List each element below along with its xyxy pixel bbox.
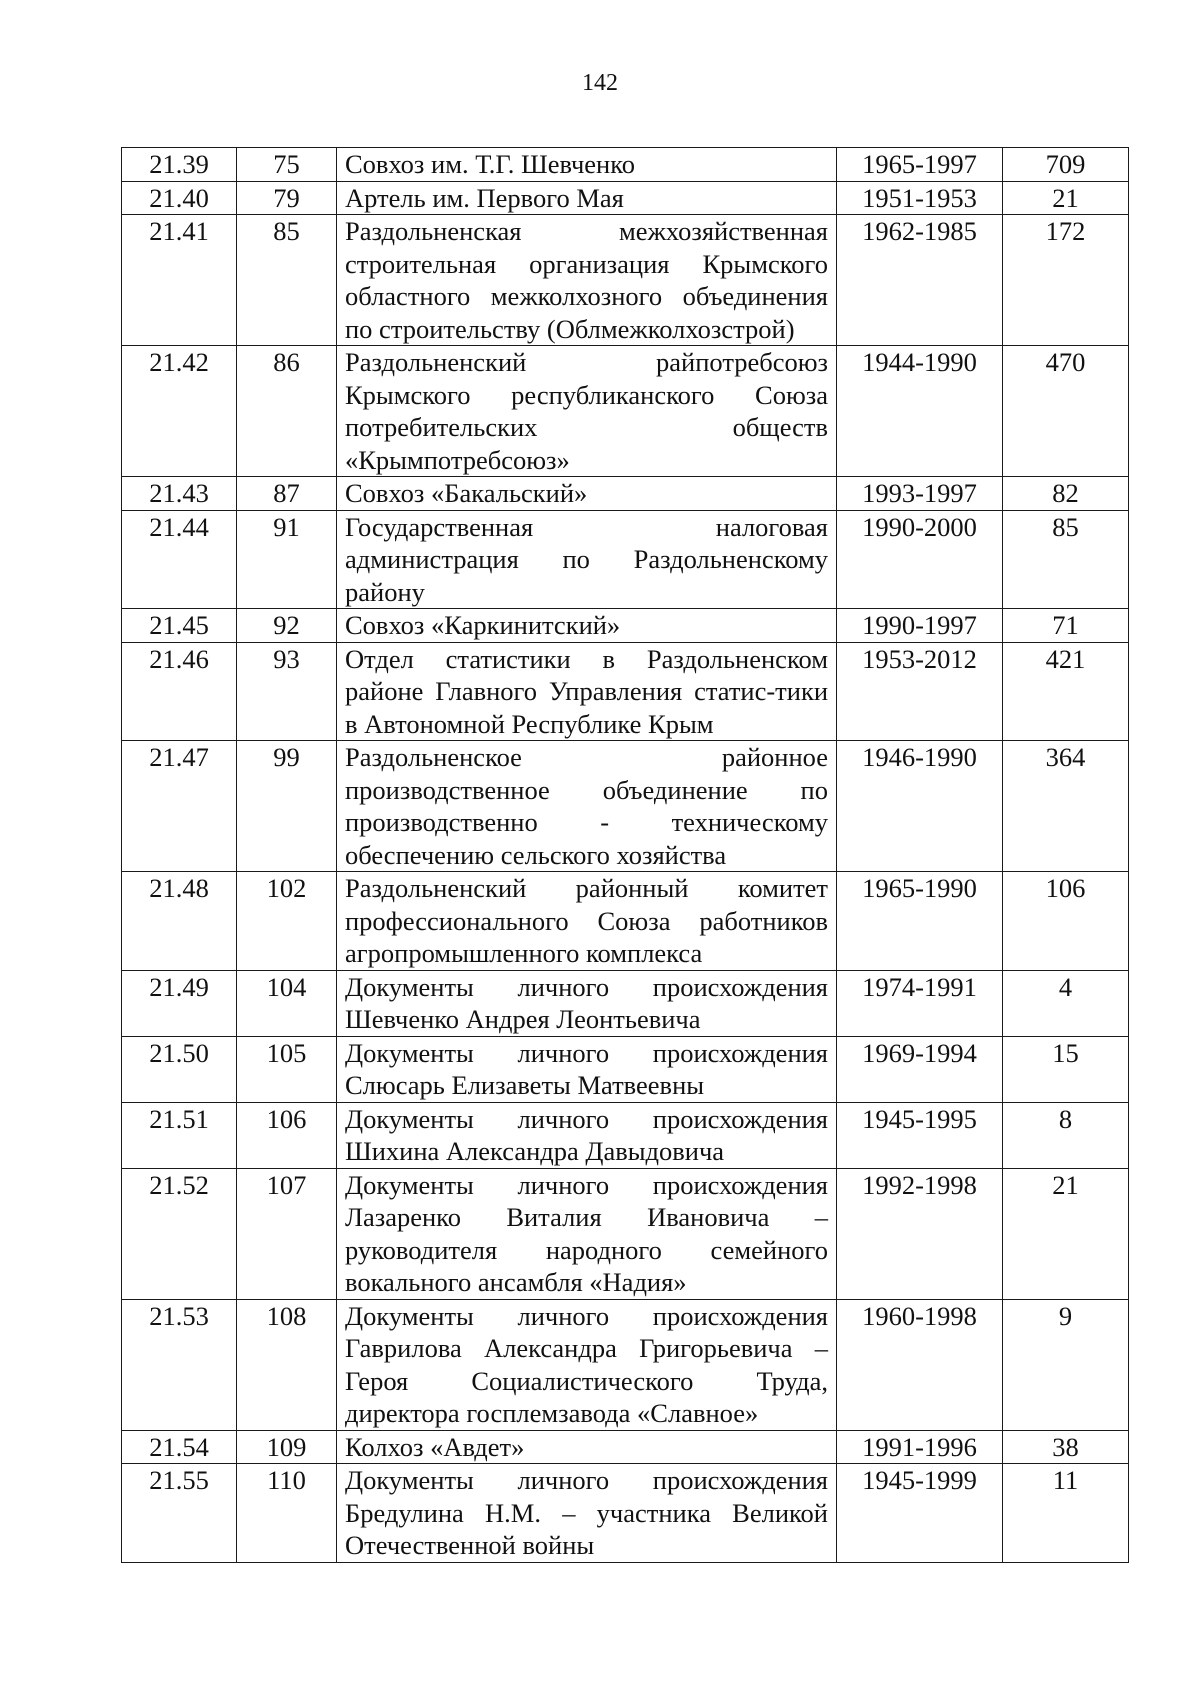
table-row	[122, 1102, 1129, 1168]
fund-name-cell: Совхоз им. Т.Г. Шевченко	[337, 148, 837, 182]
fund-number-cell: 110	[237, 1464, 337, 1563]
volume-count-cell: 21	[1003, 181, 1129, 215]
table-row	[122, 642, 1129, 741]
date-range-cell: 1960-1998	[837, 1299, 1003, 1430]
fund-name-cell: Артель им. Первого Мая	[337, 181, 837, 215]
date-range-cell: 1945-1995	[837, 1102, 1003, 1168]
date-range-cell: 1990-1997	[837, 609, 1003, 643]
volume-count-cell: 364	[1003, 741, 1129, 872]
fund-name-cell: Документы личного происхождения Гаврилова Александра Григорьевича – Героя Социалистического Труда, директора госплемзавода «Славное»	[337, 1299, 837, 1430]
fund-name-cell: Документы личного происхождения Лазаренко Виталия Ивановича – руководителя народного семейного вокального ансамбля «Надия»	[337, 1168, 837, 1299]
date-range-cell: 1992-1998	[837, 1168, 1003, 1299]
fund-name-cell: Раздольненское районное производственное объединение по производственно - техническому обеспечению сельского хозяйства	[337, 741, 837, 872]
record-number-cell: 21.50	[122, 1036, 237, 1102]
volume-count-cell: 106	[1003, 872, 1129, 971]
page-number: 142	[582, 70, 618, 96]
fund-number-cell: 85	[237, 215, 337, 346]
record-number-cell: 21.52	[122, 1168, 237, 1299]
table-row	[122, 1430, 1129, 1464]
date-range-cell: 1951-1953	[837, 181, 1003, 215]
fund-name-cell: Совхоз «Каркинитский»	[337, 609, 837, 643]
record-number-cell: 21.40	[122, 181, 237, 215]
record-number-cell: 21.47	[122, 741, 237, 872]
table-row	[122, 741, 1129, 872]
record-number-cell: 21.46	[122, 642, 237, 741]
date-range-cell: 1965-1997	[837, 148, 1003, 182]
fund-name-cell: Документы личного происхождения Бредулина Н.М. – участника Великой Отечественной войны	[337, 1464, 837, 1563]
fund-name-cell: Отдел статистики в Раздольненском районе Главного Управления статис-тики в Автономной Республике Крым	[337, 642, 837, 741]
fund-name-cell: Документы личного происхождения Слюсарь Елизаветы Матвеевны	[337, 1036, 837, 1102]
table-row	[122, 215, 1129, 346]
fund-number-cell: 102	[237, 872, 337, 971]
fund-name-cell: Документы личного происхождения Шевченко Андрея Леонтьевича	[337, 970, 837, 1036]
fund-number-cell: 92	[237, 609, 337, 643]
archive-fund-table	[121, 147, 1129, 1563]
table-row	[122, 510, 1129, 609]
volume-count-cell: 85	[1003, 510, 1129, 609]
volume-count-cell: 82	[1003, 477, 1129, 511]
fund-name-cell: Документы личного происхождения Шихина Александра Давыдовича	[337, 1102, 837, 1168]
fund-number-cell: 107	[237, 1168, 337, 1299]
table-row	[122, 1464, 1129, 1563]
fund-number-cell: 104	[237, 970, 337, 1036]
date-range-cell: 1965-1990	[837, 872, 1003, 971]
volume-count-cell: 11	[1003, 1464, 1129, 1563]
fund-number-cell: 75	[237, 148, 337, 182]
fund-number-cell: 109	[237, 1430, 337, 1464]
table-row	[122, 477, 1129, 511]
fund-name-cell: Колхоз «Авдет»	[337, 1430, 837, 1464]
record-number-cell: 21.41	[122, 215, 237, 346]
record-number-cell: 21.51	[122, 1102, 237, 1168]
table-row	[122, 181, 1129, 215]
record-number-cell: 21.42	[122, 346, 237, 477]
record-number-cell: 21.44	[122, 510, 237, 609]
date-range-cell: 1990-2000	[837, 510, 1003, 609]
volume-count-cell: 709	[1003, 148, 1129, 182]
record-number-cell: 21.54	[122, 1430, 237, 1464]
date-range-cell: 1991-1996	[837, 1430, 1003, 1464]
table-row	[122, 1168, 1129, 1299]
record-number-cell: 21.39	[122, 148, 237, 182]
table-row	[122, 148, 1129, 182]
fund-name-cell: Раздольненский районный комитет профессионального Союза работников агропромышленного комплекса	[337, 872, 837, 971]
volume-count-cell: 8	[1003, 1102, 1129, 1168]
table-row	[122, 346, 1129, 477]
record-number-cell: 21.53	[122, 1299, 237, 1430]
record-number-cell: 21.45	[122, 609, 237, 643]
volume-count-cell: 172	[1003, 215, 1129, 346]
fund-name-cell: Раздольненская межхозяйственная строительная организация Крымского областного межколхозного объединения по строительству (Облмежколхозстрой)	[337, 215, 837, 346]
fund-number-cell: 99	[237, 741, 337, 872]
volume-count-cell: 470	[1003, 346, 1129, 477]
record-number-cell: 21.55	[122, 1464, 237, 1563]
date-range-cell: 1962-1985	[837, 215, 1003, 346]
volume-count-cell: 9	[1003, 1299, 1129, 1430]
volume-count-cell: 71	[1003, 609, 1129, 643]
fund-number-cell: 87	[237, 477, 337, 511]
fund-name-cell: Совхоз «Бакальский»	[337, 477, 837, 511]
fund-number-cell: 108	[237, 1299, 337, 1430]
table-row	[122, 1299, 1129, 1430]
table-row	[122, 1036, 1129, 1102]
date-range-cell: 1945-1999	[837, 1464, 1003, 1563]
fund-name-cell: Раздольненский райпотребсоюз Крымского республиканского Союза потребительских обществ «Крымпотребсоюз»	[337, 346, 837, 477]
fund-number-cell: 79	[237, 181, 337, 215]
table-row	[122, 872, 1129, 971]
table-row	[122, 609, 1129, 643]
record-number-cell: 21.48	[122, 872, 237, 971]
fund-number-cell: 106	[237, 1102, 337, 1168]
fund-number-cell: 91	[237, 510, 337, 609]
fund-name-cell: Государственная налоговая администрация по Раздольненскому району	[337, 510, 837, 609]
table-body	[122, 148, 1129, 1563]
record-number-cell: 21.43	[122, 477, 237, 511]
volume-count-cell: 15	[1003, 1036, 1129, 1102]
fund-number-cell: 105	[237, 1036, 337, 1102]
volume-count-cell: 21	[1003, 1168, 1129, 1299]
table-row	[122, 970, 1129, 1036]
volume-count-cell: 421	[1003, 642, 1129, 741]
volume-count-cell: 4	[1003, 970, 1129, 1036]
fund-number-cell: 86	[237, 346, 337, 477]
record-number-cell: 21.49	[122, 970, 237, 1036]
date-range-cell: 1953-2012	[837, 642, 1003, 741]
date-range-cell: 1946-1990	[837, 741, 1003, 872]
volume-count-cell: 38	[1003, 1430, 1129, 1464]
date-range-cell: 1974-1991	[837, 970, 1003, 1036]
date-range-cell: 1969-1994	[837, 1036, 1003, 1102]
date-range-cell: 1944-1990	[837, 346, 1003, 477]
date-range-cell: 1993-1997	[837, 477, 1003, 511]
fund-number-cell: 93	[237, 642, 337, 741]
